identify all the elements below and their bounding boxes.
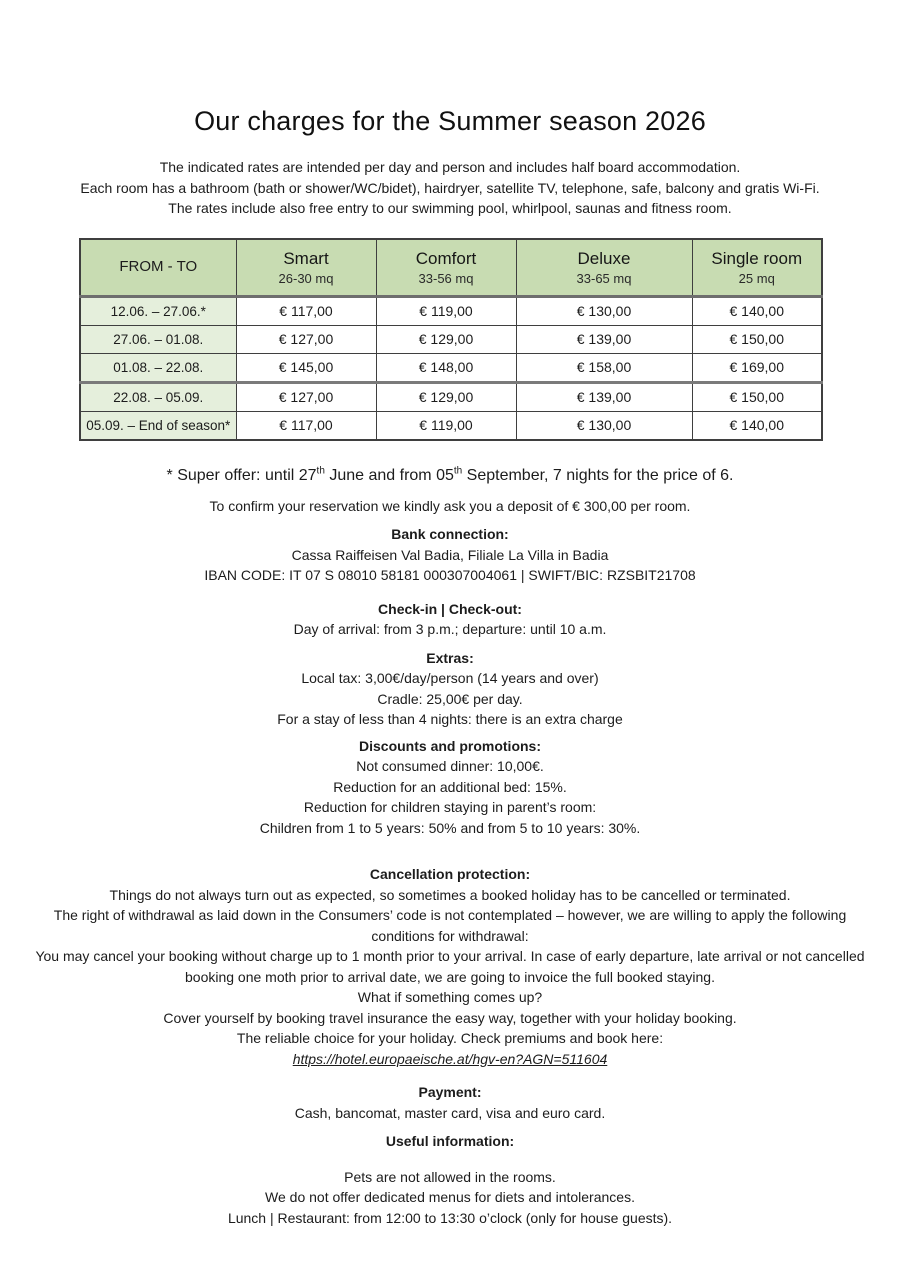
period-cell: 27.06. – 01.08. [80, 325, 236, 353]
table-row [80, 411, 822, 440]
period-cell: 01.08. – 22.08. [80, 353, 236, 382]
header-cell-single [692, 239, 822, 297]
bank-name-line: Cassa Raiffeisen Val Badia, Filiale La Villa in Badia [291, 546, 609, 563]
price-cell: € 129,00 [376, 382, 516, 411]
iban-swift-line: IBAN CODE: IT 07 S 08010 58181 000307004061 | SWIFT/BIC: RZSBIT21708 [204, 567, 696, 583]
section-heading: Discounts and promotions: [359, 737, 541, 754]
cancellation-line: Cover yourself by booking travel insurance the easy way, together with your holiday booking. [163, 1009, 737, 1026]
price-cell: € 150,00 [692, 382, 822, 411]
period-cell: 22.08. – 05.09. [80, 382, 236, 411]
price-cell: € 130,00 [516, 296, 692, 325]
price-cell: € 139,00 [516, 382, 692, 411]
price-cell: € 148,00 [376, 353, 516, 382]
price-cell: € 117,00 [236, 411, 376, 440]
room-size: 26-30 mq [278, 271, 334, 286]
discount-line: Not consumed dinner: 10,00€. [356, 758, 544, 774]
rates-table-body [80, 296, 822, 440]
price-cell: € 130,00 [516, 411, 692, 440]
room-type-name: Comfort [415, 249, 477, 268]
useful-line: We do not offer dedicated menus for diets and intolerances. [265, 1189, 635, 1205]
cancellation-line: The right of withdrawal as laid down in the Consumers’ code is not contemplated – however, we are willing to apply the following conditions for withdrawal: [53, 907, 847, 944]
page-title: Our charges for the Summer season 2026 [194, 106, 706, 136]
price-cell: € 140,00 [692, 296, 822, 325]
price-cell: € 169,00 [692, 353, 822, 382]
price-cell: € 119,00 [376, 411, 516, 440]
deposit-note: To confirm your reservation we kindly ask you a deposit of € 300,00 per room. [209, 497, 691, 514]
super-offer-text: * Super offer: until 27 [166, 466, 317, 484]
intro-paragraph [22, 157, 878, 219]
extras-line: Local tax: 3,00€/day/person (14 years and over) [301, 670, 599, 686]
table-row [80, 325, 822, 353]
header-cell-deluxe [516, 239, 692, 297]
extras-line: Cradle: 25,00€ per day. [377, 690, 523, 707]
table-row [80, 296, 822, 325]
super-offer-text: June and from 05 [324, 466, 454, 484]
ordinal-superscript: th [316, 465, 325, 477]
table-row [80, 382, 822, 411]
section-heading: Check-in | Check-out: [378, 600, 522, 617]
payment-line: Cash, bancomat, master card, visa and euro card. [294, 1104, 606, 1121]
price-cell: € 129,00 [376, 325, 516, 353]
room-type-name: Smart [283, 249, 329, 268]
intro-line: Each room has a bathroom (bath or shower/WC/bidet), hairdryer, satellite TV, telephone, safe, balcony and gratis Wi-Fi. [80, 179, 820, 196]
section-heading: Useful information: [385, 1133, 515, 1149]
price-cell: € 127,00 [236, 382, 376, 411]
header-cell-from-to [80, 239, 236, 297]
super-offer-note [22, 465, 878, 487]
period-cell: 05.09. – End of season* [80, 411, 236, 440]
period-cell: 12.06. – 27.06.* [80, 296, 236, 325]
check-in-out-line: Day of arrival: from 3 p.m.; departure: until 10 a.m. [293, 621, 607, 637]
intro-line: The rates include also free entry to our swimming pool, whirlpool, saunas and fitness room. [168, 200, 732, 216]
room-size: 25 mq [738, 271, 775, 286]
rates-table [79, 238, 823, 441]
price-cell: € 139,00 [516, 325, 692, 353]
section-useful-information [22, 1131, 878, 1228]
room-size: 33-56 mq [418, 271, 474, 286]
room-size: 33-65 mq [576, 271, 632, 286]
price-cell: € 145,00 [236, 353, 376, 382]
price-cell: € 140,00 [692, 411, 822, 440]
cancellation-line: The reliable choice for your holiday. Check premiums and book here: [236, 1030, 664, 1046]
price-cell: € 127,00 [236, 325, 376, 353]
section-cancellation [22, 864, 878, 1069]
section-heading: Cancellation protection: [369, 866, 531, 882]
insurance-link[interactable]: https://hotel.europaeische.at/hgv-en?AGN=511604 [292, 1050, 608, 1067]
table-row [80, 353, 822, 382]
section-discounts [22, 736, 878, 839]
super-offer-text: September, 7 nights for the price of 6. [462, 466, 734, 484]
from-to-label: FROM - TO [119, 258, 198, 275]
discount-line: Reduction for an additional bed: 15%. [333, 778, 567, 795]
section-check-in-out [22, 599, 878, 640]
header-cell-comfort [376, 239, 516, 297]
section-heading: Extras: [426, 649, 474, 666]
cancellation-line: You may cancel your booking without charge up to 1 month prior to your arrival. In case of early departure, late arrival or not cancelled booking one moth prior to arrival date, we are going to invoice the full booked staying. [35, 948, 865, 985]
section-heading: Payment: [418, 1084, 482, 1100]
rates-table-header [80, 239, 822, 297]
useful-line: Lunch | Restaurant: from 12:00 to 13:30 o’clock (only for house guests). [227, 1209, 673, 1226]
ordinal-superscript: th [453, 465, 463, 477]
price-cell: € 117,00 [236, 296, 376, 325]
section-bank-connection [22, 524, 878, 586]
section-heading: Bank connection: [391, 526, 509, 542]
cancellation-line: What if something comes up? [357, 989, 543, 1005]
section-payment [22, 1082, 878, 1123]
header-cell-smart [236, 239, 376, 297]
discount-line: Reduction for children staying in parent’s room: [303, 799, 597, 815]
useful-line: Pets are not allowed in the rooms. [344, 1168, 556, 1185]
room-type-name: Deluxe [577, 249, 631, 268]
price-cell: € 158,00 [516, 353, 692, 382]
discount-line: Children from 1 to 5 years: 50% and from 5 to 10 years: 30%. [259, 819, 641, 836]
cancellation-line: Things do not always turn out as expected, so sometimes a booked holiday has to be cancelled or terminated. [109, 886, 791, 903]
extras-line: For a stay of less than 4 nights: there is an extra charge [277, 711, 623, 727]
price-cell: € 119,00 [376, 296, 516, 325]
section-extras [22, 648, 878, 730]
price-cell: € 150,00 [692, 325, 822, 353]
intro-line: The indicated rates are intended per day and person and includes half board accommodation. [159, 159, 741, 175]
room-type-name: Single room [711, 249, 803, 268]
